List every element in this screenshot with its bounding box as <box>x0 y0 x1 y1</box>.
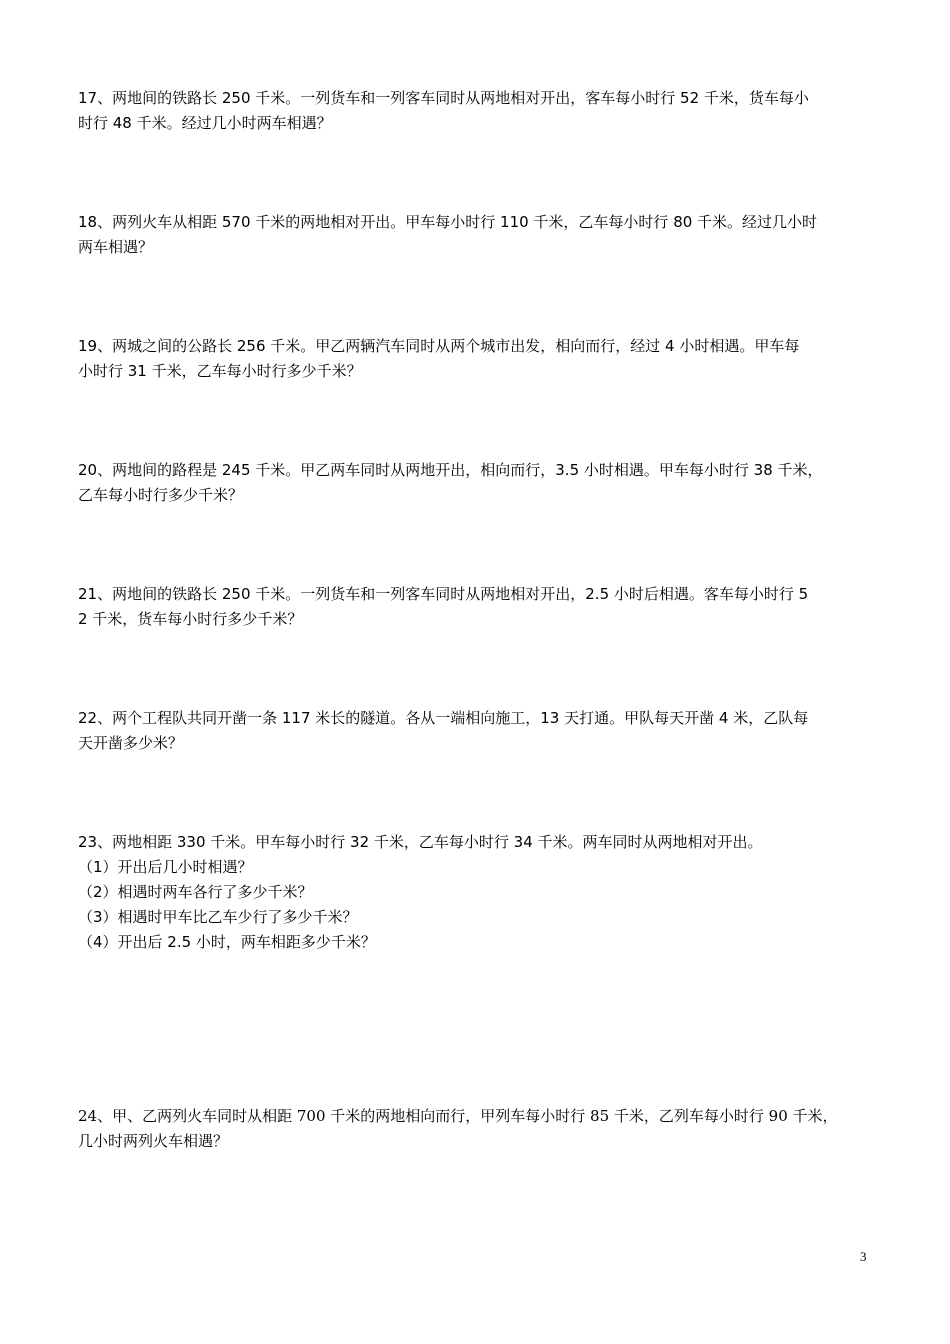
problem-text-line: 天开凿多少米？ <box>78 734 184 752</box>
sub-question-2: （2）相遇时两车各行了多少千米？ <box>78 883 313 901</box>
sub-question-4: （4）开出后 2.5 小时，两车相距多少千米？ <box>78 933 376 951</box>
problem-text-line: 17、两地间的铁路长 250 千米。一列货车和一列客车同时从两地相对开出，客车每小时行 52 千米，货车每小 <box>78 89 809 107</box>
sub-question-3: （3）相遇时甲车比乙车少行了多少千米？ <box>78 908 358 926</box>
problem-text-line: 20、两地间的路程是 245 千米。甲乙两车同时从两地开出，相向而行，3.5 小时相遇。甲车每小时行 38 千米， <box>78 461 823 479</box>
problem-22 <box>78 706 878 756</box>
problem-text-line: 19、两城之间的公路长 256 千米。甲乙两辆汽车同时从两个城市出发，相向而行，经过 4 小时相遇。甲车每 <box>78 337 800 355</box>
page-number: 3 <box>860 1249 867 1264</box>
problem-20 <box>78 458 878 508</box>
problem-text-line: 24、甲、乙两列火车同时从相距 700 千米的两地相向而行，甲列车每小时行 85 千米，乙列车每小时行 90 千米， <box>78 1107 838 1125</box>
problem-19 <box>78 334 878 384</box>
problem-text-line: 18、两列火车从相距 570 千米的两地相对开出。甲车每小时行 110 千米，乙车每小时行 80 千米。经过几小时 <box>78 213 818 231</box>
problem-text-line: 小时行 31 千米，乙车每小时行多少千米？ <box>78 362 362 380</box>
problem-17 <box>78 86 878 136</box>
problem-24 <box>78 1104 878 1154</box>
problem-23 <box>78 830 878 955</box>
problem-18 <box>78 210 878 260</box>
problem-text-line: 几小时两列火车相遇？ <box>78 1132 229 1150</box>
problem-text-line: 21、两地间的铁路长 250 千米。一列货车和一列客车同时从两地相对开出，2.5 小时后相遇。客车每小时行 5 <box>78 585 809 603</box>
problem-text-line: 时行 48 千米。经过几小时两车相遇？ <box>78 114 332 132</box>
sub-question-1: （1）开出后几小时相遇？ <box>78 858 253 876</box>
problem-text-line: 乙车每小时行多少千米？ <box>78 486 244 504</box>
problem-text-line: 2 千米，货车每小时行多少千米？ <box>78 610 303 628</box>
problem-text-line: 22、两个工程队共同开凿一条 117 米长的隧道。各从一端相向施工，13 天打通。甲队每天开凿 4 米，乙队每 <box>78 709 809 727</box>
problem-text-line: 两车相遇？ <box>78 238 154 256</box>
problem-text-line: 23、两地相距 330 千米。甲车每小时行 32 千米，乙车每小时行 34 千米。两车同时从两地相对开出。 <box>78 833 763 851</box>
sub-question-list <box>78 855 878 955</box>
problem-21 <box>78 582 878 632</box>
